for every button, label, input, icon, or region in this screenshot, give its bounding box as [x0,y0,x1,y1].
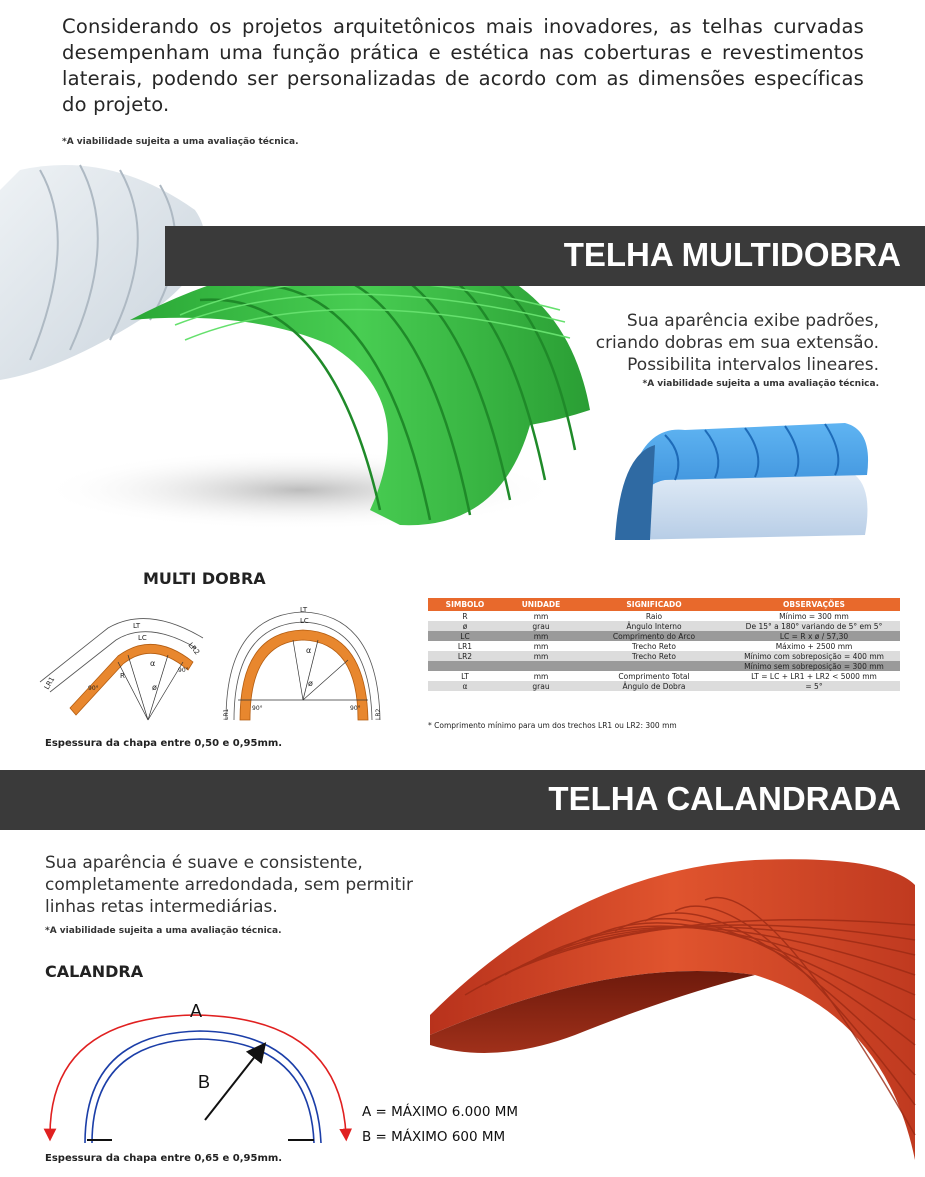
spec-table-cell: grau [502,681,580,691]
label-lc-2: LC [300,617,309,625]
label-90-2: 90° [178,667,189,674]
label-phi-2: ø [308,679,313,688]
spec-table-cell: Comprimento Total [580,671,728,681]
label-90-1: 90° [88,685,99,692]
spec-table-cell: α [428,681,502,691]
label-lr1-1: LR1 [42,675,57,691]
spec-table-cell: Trecho Reto [580,651,728,661]
spec-table-row [428,641,900,651]
spec-table-body [428,611,900,691]
calandra-diagram-heading: CALANDRA [45,962,144,981]
multidobra-title: TELHA MULTIDOBRA [563,236,901,273]
label-lt-1: LT [133,622,141,630]
label-a: A [190,1001,203,1021]
spec-table-cell: mm [502,641,580,651]
calandrada-description [45,852,425,918]
calandrada-title: TELHA CALANDRADA [548,780,901,817]
spec-table-cell: Comprimento do Arco [580,631,728,641]
spec-table-cell: Raio [580,611,728,621]
multidobra-note: *A viabilidade sujeita a uma avaliação técnica. [642,379,879,389]
spec-table-cell: Mínimo com sobreposição = 400 mm [728,651,900,661]
spec-table-row [428,621,900,631]
spec-table-cell: Mínimo sem sobreposição = 300 mm [728,661,900,671]
intro-note: *A viabilidade sujeita a uma avaliação técnica. [62,137,299,147]
spec-table-cell: Ângulo Interno [580,621,728,631]
spec-table-row [428,671,900,681]
multidobra-diagram [28,600,403,730]
spec-table-cell: Trecho Reto [580,641,728,651]
label-b: B [198,1072,211,1092]
spec-table-row [428,631,900,641]
calandrada-caption: Espessura da chapa entre 0,65 e 0,95mm. [45,1153,283,1164]
spec-table-cell [580,661,728,671]
spec-table-cell: Máximo + 2500 mm [728,641,900,651]
spec-table-cell: mm [502,651,580,661]
spec-table-cell: LR2 [428,651,502,661]
spec-table-cell: LR1 [428,641,502,651]
dimension-a: A = MÁXIMO 6.000 MM [362,1104,519,1120]
label-lc-1: LC [138,634,147,642]
multidobra-description [539,310,879,376]
multidobra-diagram-heading: MULTI DOBRA [143,569,266,588]
label-alpha-2: α [306,646,312,655]
spec-table-cell: LT [428,671,502,681]
spec-table-row [428,651,900,661]
spec-table-header-row [428,598,900,611]
calandra-diagram [40,995,360,1147]
spec-table [428,598,900,691]
spec-header-observacoes: OBSERVAÇÕES [728,598,900,611]
spec-table-cell [428,661,502,671]
spec-table-cell: LT = LC + LR1 + LR2 < 5000 mm [728,671,900,681]
spec-table-cell: mm [502,611,580,621]
label-alpha-1: α [150,659,156,668]
spec-table-cell: LC [428,631,502,641]
spec-table-cell [502,661,580,671]
spec-table-row [428,681,900,691]
calandrada-desc-line-1: Sua aparência é suave e consistente, [45,853,363,873]
spec-table-row [428,661,900,671]
label-lr2-1: LR2 [186,641,202,657]
multidobra-caption: Espessura da chapa entre 0,50 e 0,95mm. [45,738,283,749]
spec-table-cell: = 5° [728,681,900,691]
label-r-1: R [120,672,125,680]
calandrada-desc-line-2: completamente arredondada, sem permitir [45,875,413,895]
spec-table-cell: mm [502,631,580,641]
spec-table-cell: LC = R x ø / 57,30 [728,631,900,641]
label-lr1-2: LR1 [223,708,230,720]
spec-table-cell: De 15° a 180° variando de 5° em 5° [728,621,900,631]
label-lt-2: LT [300,606,308,614]
spec-table-row [428,611,900,621]
multidobra-title-banner [165,226,925,286]
calandrada-desc-line-3: linhas retas intermediárias. [45,897,278,917]
dimension-b: B = MÁXIMO 600 MM [362,1129,506,1145]
label-phi-1: ø [152,683,157,692]
calandrada-title-banner [0,770,925,830]
spec-table-cell: mm [502,671,580,681]
spec-table-cell: R [428,611,502,621]
spec-table-footnote: * Comprimento mínimo para um dos trechos LR1 ou LR2: 300 mm [428,721,677,730]
multidobra-desc-line-2: criando dobras em sua extensão. [595,333,879,353]
spec-table-cell: Ângulo de Dobra [580,681,728,691]
spec-table-cell: grau [502,621,580,631]
multidobra-desc-line-3: Possibilita intervalos lineares. [627,355,879,375]
multidobra-sheet-illustration [0,150,600,545]
label-90-4: 90° [350,705,361,712]
spec-table-cell: Mínimo = 300 mm [728,611,900,621]
multidobra-desc-line-1: Sua aparência exibe padrões, [626,311,879,331]
calandrada-note: *A viabilidade sujeita a uma avaliação técnica. [45,926,282,936]
intro-paragraph: Considerando os projetos arquitetônicos mais inovadores, as telhas curvadas desempenham uma função prática e estética nas coberturas e revestimentos laterais, podendo ser personalizadas de acordo com as dimensões específicas do projeto. [62,15,864,116]
label-lr2-2: LR2 [375,708,382,720]
spec-header-simbolo: SIMBOLO [428,598,502,611]
spec-header-unidade: UNIDADE [502,598,580,611]
spec-header-significado: SIGNIFICADO [580,598,728,611]
label-90-3: 90° [252,705,263,712]
blue-sheet-illustration [605,415,875,545]
spec-table-cell: ø [428,621,502,631]
